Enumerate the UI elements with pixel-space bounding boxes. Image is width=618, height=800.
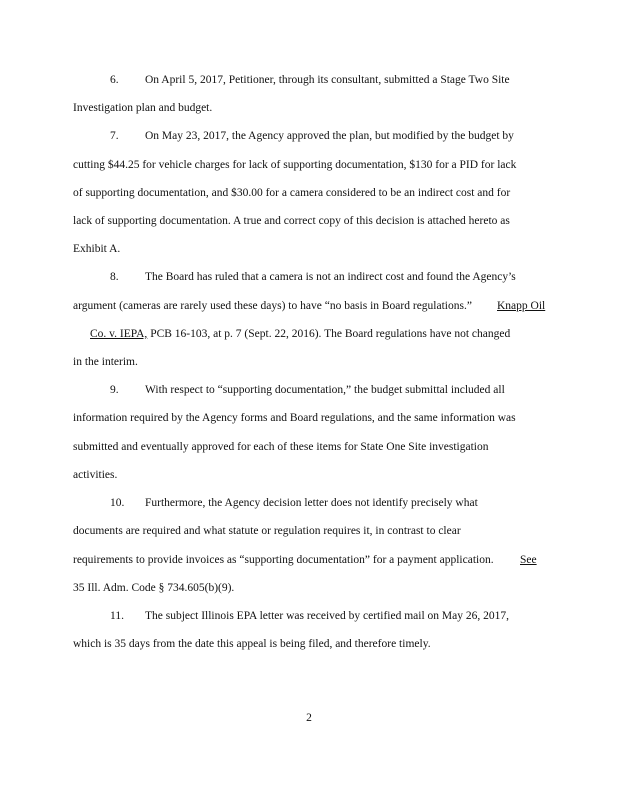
paragraph-text: The subject Illinois EPA letter was received by certified mail on May 26, 2017, [145, 610, 509, 622]
paragraph-text: With respect to “supporting documentation,” the budget submittal included all [145, 384, 505, 396]
paragraph-number: 9. [110, 384, 119, 396]
page-number: 2 [306, 712, 312, 724]
paragraph-8-line-2 [73, 299, 546, 313]
paragraph-6-line-2: Investigation plan and budget. [73, 102, 213, 114]
paragraph-11-line-2: which is 35 days from the date this appeal is being filed, and therefore timely. [73, 638, 431, 650]
paragraph-10-line-3 [73, 553, 543, 567]
paragraph-7-line-5: Exhibit A. [73, 243, 121, 255]
paragraph-7-line-3: of supporting documentation, and $30.00 for a camera considered to be an indirect cost and for [73, 187, 511, 199]
paragraph-9-line-1 [110, 383, 580, 397]
paragraph-7-line-4: lack of supporting documentation. A true and correct copy of this decision is attached hereto as [73, 215, 510, 227]
see-signal: See [520, 554, 537, 566]
paragraph-9-line-3: submitted and eventually approved for each of these items for State One Site investigation [73, 441, 489, 453]
paragraph-9-line-2: information required by the Agency forms and Board regulations, and the same information was [73, 412, 516, 424]
paragraph-text: On April 5, 2017, Petitioner, through its consultant, submitted a Stage Two Site [145, 74, 510, 86]
paragraph-7-line-1 [110, 129, 580, 143]
paragraph-10-line-2: documents are required and what statute or regulation requires it, in contrast to clear [73, 525, 461, 537]
paragraph-7-line-2: cutting $44.25 for vehicle charges for lack of supporting documentation, $130 for a PID for lack [73, 159, 517, 171]
case-citation: Co. v. IEPA, [90, 328, 148, 340]
paragraph-10-line-1 [110, 496, 580, 510]
paragraph-8-line-1 [110, 270, 580, 284]
paragraph-number: 8. [110, 271, 119, 283]
case-citation: Knapp Oil [497, 300, 546, 312]
paragraph-text: On May 23, 2017, the Agency approved the plan, but modified by the budget by [145, 130, 514, 142]
paragraph-text: The Board has ruled that a camera is not an indirect cost and found the Agency’s [145, 271, 516, 283]
paragraph-text: Furthermore, the Agency decision letter does not identify precisely what [145, 497, 478, 509]
paragraph-8-line-4: in the interim. [73, 356, 138, 368]
paragraph-number: 6. [110, 74, 119, 86]
paragraph-10-line-4: 35 Ill. Adm. Code § 734.605(b)(9). [73, 582, 235, 594]
paragraph-11-line-1 [110, 609, 580, 623]
paragraph-8-line-3 [90, 327, 560, 341]
paragraph-number: 7. [110, 130, 119, 142]
paragraph-number: 11. [110, 610, 124, 622]
paragraph-text: argument (cameras are rarely used these days) to have “no basis in Board regulations.” [73, 300, 472, 312]
paragraph-6-line-1 [110, 73, 580, 87]
paragraph-text: requirements to provide invoices as “supporting documentation” for a payment application. [73, 554, 494, 566]
paragraph-number: 10. [110, 497, 125, 509]
paragraph-text: PCB 16-103, at p. 7 (Sept. 22, 2016). The Board regulations have not changed [147, 328, 511, 340]
paragraph-9-line-4: activities. [73, 469, 118, 481]
